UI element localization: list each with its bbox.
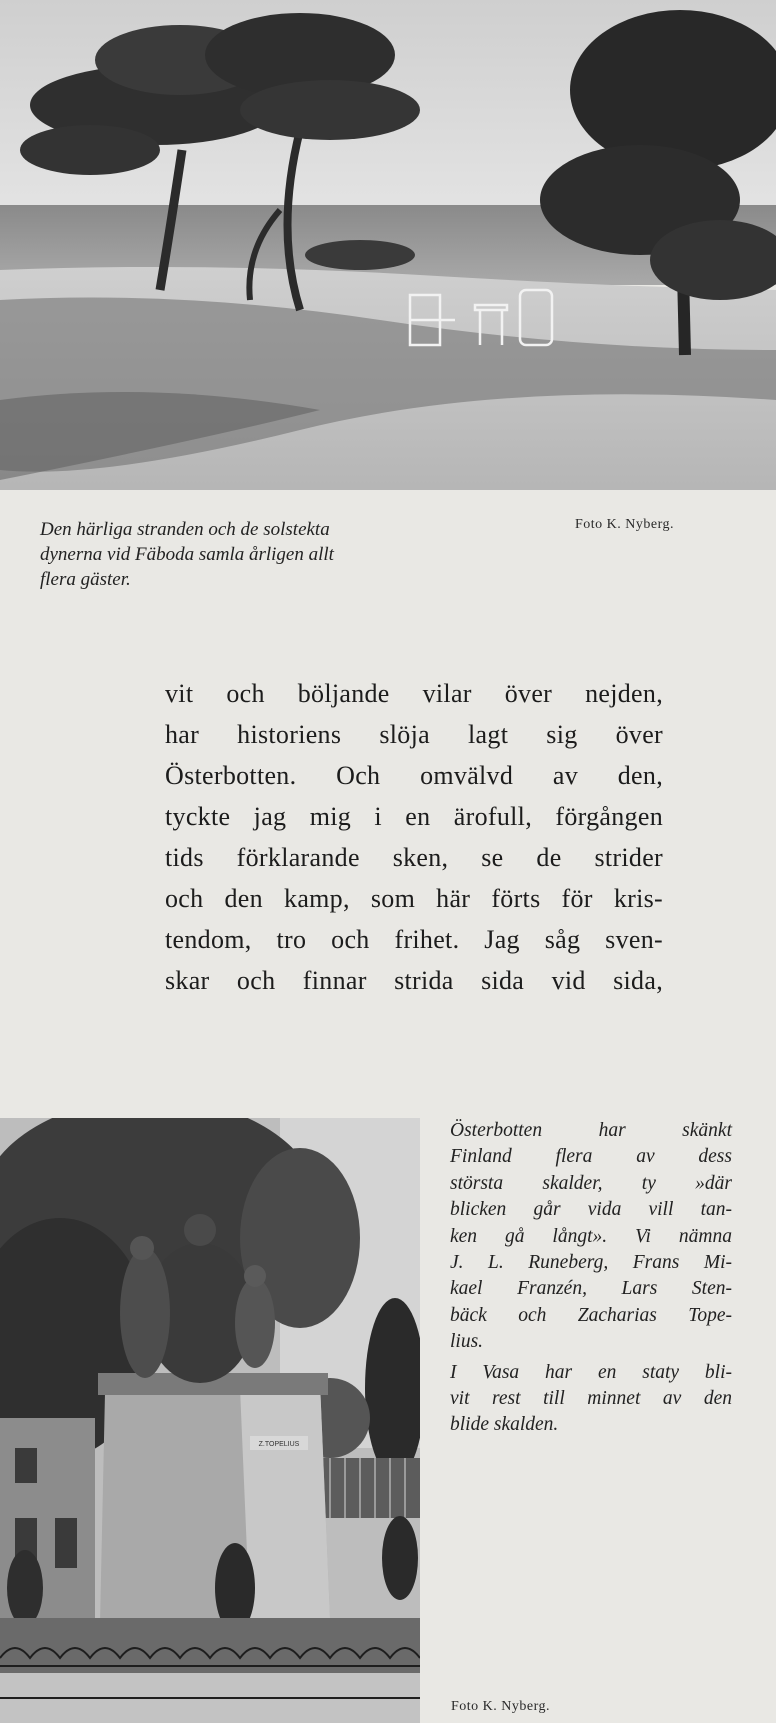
statue-caption-line: Österbotten har skänkt <box>450 1120 732 1141</box>
statue-photo-credit: Foto K. Nyberg. <box>451 1699 551 1714</box>
statue-plaque-text: Z.TOPELIUS <box>258 1441 300 1448</box>
beach-photo <box>0 0 776 497</box>
beach-photo-credit: Foto K. Nyberg. <box>575 517 675 532</box>
body-line: skar och finnar strida sida vid sida, <box>165 966 663 995</box>
beach-caption-line: dynerna vid Fäboda samla årligen allt <box>40 544 334 565</box>
body-line: tids förklarande sken, se de strider <box>165 843 663 872</box>
statue-caption-paragraph <box>450 1118 732 1356</box>
statue-caption-line: bäck och Zacharias Tope- <box>450 1304 732 1326</box>
body-text <box>165 673 663 1001</box>
statue-caption-line: I Vasa har en staty bli- <box>450 1361 732 1383</box>
statue-caption-line: lius. <box>450 1331 484 1353</box>
statue-caption-paragraph <box>450 1360 732 1439</box>
statue-photo <box>0 1118 420 1723</box>
statue-caption <box>450 1118 732 1439</box>
statue-caption-line: kael Franzén, Lars Sten- <box>450 1278 732 1300</box>
statue-caption-line: ken gå långt». Vi nämna <box>450 1225 732 1247</box>
statue-caption-line: J. L. Runeberg, Frans Mi- <box>450 1252 732 1274</box>
beach-caption-line: Den härliga stranden och de solstekta <box>40 519 330 540</box>
statue-caption-line: största skalder, ty »där <box>450 1172 732 1194</box>
statue-caption-line: Finland flera av dess <box>450 1146 732 1168</box>
statue-caption-line: blicken går vida vill tan- <box>450 1199 732 1221</box>
body-line: tyckte jag mig i en ärofull, förgången <box>165 802 663 831</box>
body-line: tendom, tro och frihet. Jag såg sven- <box>165 925 663 954</box>
beach-caption-line: flera gäster. <box>40 569 131 590</box>
body-line: vit och böljande vilar över nejden, <box>165 679 663 708</box>
body-line: har historiens slöja lagt sig över <box>165 720 663 749</box>
beach-caption <box>40 517 480 592</box>
body-line: och den kamp, som här förts för kris- <box>165 884 663 913</box>
statue-caption-line: blide skalden. <box>450 1414 559 1436</box>
body-line: Österbotten. Och omvälvd av den, <box>165 761 663 790</box>
statue-caption-line: vit rest till minnet av den <box>450 1388 732 1410</box>
